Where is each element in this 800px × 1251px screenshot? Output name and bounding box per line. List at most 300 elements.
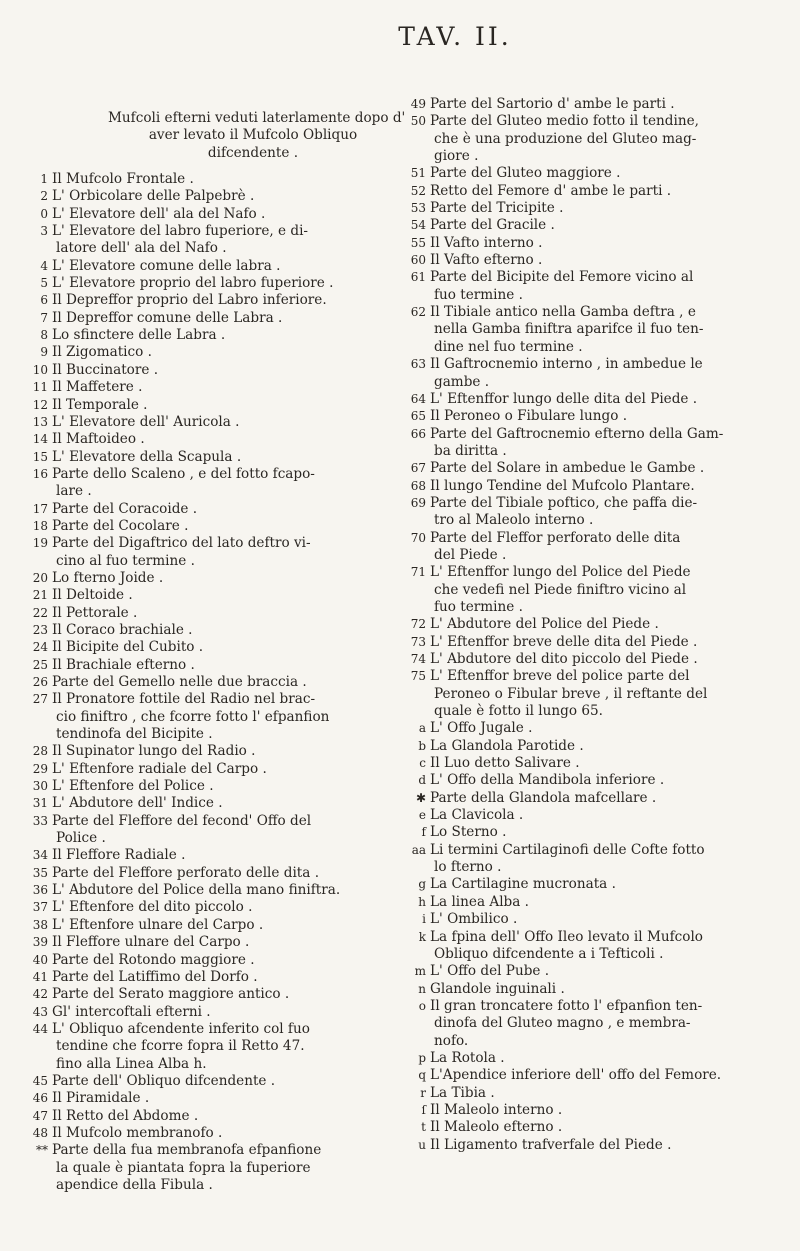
legend-entry-text — [52, 362, 398, 379]
legend-entry-number: 16 — [32, 466, 48, 481]
legend-entry-line: Peroneo o Fibular breve , il reftante del — [434, 685, 708, 702]
legend-entry-line: L' Eftenfore radiale del Carpo . — [52, 760, 267, 777]
legend-entry-number: 42 — [32, 987, 48, 1002]
legend-entry-line: Li termini Cartilaginofi delle Cofte fotto — [430, 841, 705, 858]
legend-entry-number: 22 — [32, 605, 48, 620]
legend-entry-line: Parte del Tibiale poftico, che paffa die- — [430, 494, 698, 511]
legend-entry-number: 43 — [32, 1004, 48, 1019]
legend-entry-line: Il Pettorale . — [52, 604, 138, 621]
legend-entry-number: 63 — [410, 357, 426, 372]
legend-entry-number: 19 — [32, 536, 48, 551]
legend-entry — [406, 790, 786, 807]
legend-entry-line: Il Luo detto Salivare . — [430, 755, 580, 772]
legend-entry-line: Il Temporale . — [52, 396, 148, 413]
legend-entry-number: 37 — [32, 900, 48, 915]
legend-entry-line: Il Bicipite del Cubito . — [52, 639, 204, 656]
legend-entry-number: b — [418, 738, 426, 753]
legend-entry-line: lo fterno . — [434, 859, 502, 876]
legend-entry-number: 31 — [32, 796, 48, 811]
legend-entry-number: 23 — [32, 622, 48, 637]
legend-entry — [28, 917, 398, 934]
legend-entry-number: 40 — [32, 952, 48, 967]
legend-entry-text — [52, 1090, 398, 1107]
legend-entry-line: Parte della fua membranofa efpanfione — [52, 1142, 322, 1159]
legend-entry — [406, 1137, 786, 1154]
legend-entry-number: a — [418, 721, 426, 736]
legend-entry-number: i — [422, 912, 426, 927]
legend-entry-line: Parte del Rotondo maggiore . — [52, 951, 255, 968]
legend-entry-number: 65 — [410, 409, 426, 424]
legend-entry-number: 44 — [32, 1021, 48, 1036]
legend-entry-number: 67 — [410, 461, 426, 476]
legend-entry-number: 20 — [32, 570, 48, 585]
legend-entry-line: fuo termine . — [434, 286, 523, 303]
legend-entry-text — [430, 269, 786, 304]
legend-entry-text — [430, 634, 786, 651]
legend-entry-number: 1 — [40, 172, 48, 187]
legend-entry — [28, 188, 398, 205]
legend-entry — [406, 113, 786, 165]
legend-entry-number: o — [418, 998, 426, 1013]
legend-entry-number: 21 — [32, 588, 48, 603]
legend-entry-number: 73 — [410, 634, 426, 649]
legend-entry-line: che è una produzione del Gluteo mag- — [434, 130, 697, 147]
legend-entry — [28, 466, 398, 501]
legend-entry-number: 74 — [410, 652, 426, 666]
legend-entry-line: L' Eftenfore del dito piccolo . — [52, 899, 253, 916]
legend-entry-line: Parte del Sartorio d' ambe le parti . — [430, 96, 675, 112]
legend-entry — [406, 1102, 786, 1119]
legend-entry-number: g — [418, 877, 426, 892]
legend-entry-text — [52, 899, 398, 916]
legend-entry-text — [52, 674, 398, 691]
legend-entry-line: L' Eftenfore del Police . — [52, 778, 214, 795]
legend-entry-line: quale è fotto il lungo 65. — [434, 703, 603, 720]
legend-entry — [406, 807, 786, 824]
legend-entry-text — [52, 1021, 398, 1073]
legend-entry-number: 29 — [32, 761, 48, 776]
legend-entry-line: Il Maleolo efterno . — [430, 1119, 563, 1136]
legend-entry-number: m — [414, 964, 426, 979]
legend-entry-text — [430, 183, 786, 200]
legend-entry — [406, 668, 786, 720]
legend-entry-text — [52, 275, 398, 292]
legend-entry-number: q — [418, 1068, 426, 1083]
legend-entry — [28, 292, 398, 309]
legend-entry — [28, 934, 398, 951]
legend-entry-line: Parte del Serato maggiore antico . — [52, 986, 290, 1003]
legend-entry-text — [52, 605, 398, 622]
legend-entry-line: gambe . — [434, 373, 490, 390]
legend-entry — [406, 981, 786, 998]
legend-entry-line: Il Vafto interno . — [430, 234, 543, 251]
legend-entry-line: Il Maftoideo . — [52, 431, 145, 448]
legend-entry-number: 39 — [32, 935, 48, 950]
legend-entry-text — [430, 651, 786, 668]
legend-entry-number: 54 — [410, 218, 426, 233]
legend-entry-line: Parte del Gaftrocnemio efterno della Gam- — [430, 425, 724, 442]
legend-intro — [28, 110, 406, 162]
legend-entry-number: 9 — [40, 345, 48, 360]
legend-entry-text — [430, 235, 786, 252]
legend-entry-text — [430, 894, 786, 911]
legend-entry-number: 33 — [32, 813, 48, 828]
legend-entry-number: d — [418, 773, 426, 788]
legend-entry-line: Lo sfinctere delle Labra . — [52, 327, 226, 344]
legend-entry-number: 14 — [32, 432, 48, 447]
legend-entry-number: 64 — [410, 391, 426, 406]
legend-entry-line: Il lungo Tendine del Mufcolo Plantare. — [430, 477, 695, 494]
legend-entry — [406, 963, 786, 980]
legend-entry — [406, 824, 786, 841]
legend-entry-line: Il Piramidale . — [52, 1090, 150, 1107]
legend-entry-line: tro al Maleolo interno . — [434, 512, 594, 529]
legend-entry-line: del Piede . — [434, 546, 507, 563]
legend-entry — [406, 495, 786, 530]
legend-entry-line: Il Pronatore fottile del Radio nel brac- — [52, 691, 316, 708]
legend-entry — [28, 657, 398, 674]
legend-entry-line: Il Brachiale efterno . — [52, 656, 195, 673]
legend-entry-text — [430, 564, 786, 616]
legend-entry-text — [430, 304, 786, 356]
legend-entry-line: la quale è piantata fopra la fuperiore — [56, 1159, 311, 1176]
legend-entry-text — [52, 292, 398, 309]
legend-entry-text — [52, 171, 398, 188]
legend-entry — [28, 397, 398, 414]
legend-entry-text — [430, 478, 786, 495]
legend-entry-text — [430, 1085, 786, 1102]
legend-entry-text — [430, 998, 786, 1050]
legend-entry-line: Il Fleffore Radiale . — [52, 847, 186, 864]
legend-entry — [406, 929, 786, 964]
legend-entry-text — [52, 813, 398, 848]
legend-entry-text — [52, 847, 398, 864]
legend-entry-line: La Cartilagine mucronata . — [430, 876, 616, 893]
legend-entry-number: 7 — [40, 310, 48, 325]
legend-entry-text — [52, 587, 398, 604]
legend-entry — [28, 1090, 398, 1107]
legend-entry — [406, 876, 786, 893]
legend-entry-text — [52, 535, 398, 570]
legend-entry-line: Police . — [56, 830, 106, 847]
legend-entry-text — [52, 882, 398, 899]
legend-entry-number: u — [418, 1137, 426, 1152]
legend-entry-line: L' Elevatore proprio del labro fuperiore . — [52, 275, 334, 292]
legend-entry-number: f — [421, 825, 426, 840]
legend-entry-number: 11 — [32, 380, 48, 395]
legend-entry-text — [52, 1142, 398, 1194]
legend-entry-line: nella Gamba finiftra aparifce il fuo ten- — [434, 321, 704, 338]
legend-entry-number: 50 — [410, 114, 426, 129]
legend-entry-text — [430, 495, 786, 530]
legend-entry-line: Parte del Gracile . — [430, 217, 555, 234]
legend-entry-line: Il Maleolo interno . — [430, 1101, 563, 1118]
legend-entry-line: L' Obliquo afcendente inferito col fuo — [52, 1020, 310, 1037]
legend-entry-text — [52, 570, 398, 587]
legend-entry-text — [430, 929, 786, 964]
legend-column-right — [406, 96, 786, 1154]
legend-entry-number: 60 — [410, 253, 426, 268]
legend-entry — [28, 535, 398, 570]
legend-entry-line: La Clavicola . — [430, 807, 524, 824]
legend-entry-number: 30 — [32, 779, 48, 794]
legend-entry-number: 10 — [32, 362, 48, 377]
legend-entry — [406, 1050, 786, 1067]
legend-entry-text — [52, 639, 398, 656]
legend-entry-line: La fpina dell' Offo Ileo levato il Mufcolo — [430, 928, 703, 945]
legend-entry-line: Parte del Tricipite . — [430, 200, 564, 217]
legend-entry — [28, 379, 398, 396]
legend-entry — [28, 639, 398, 656]
legend-entry — [406, 1067, 786, 1084]
legend-entry-line: fino alla Linea Alba h. — [56, 1055, 207, 1072]
legend-entry-line: Il Supinator lungo del Radio . — [52, 743, 256, 760]
legend-entry — [406, 252, 786, 269]
legend-entry-text — [430, 1050, 786, 1067]
legend-entry-text — [52, 449, 398, 466]
legend-entry-number: 18 — [32, 518, 48, 533]
legend-entry-line: Parte del Fleffore del fecond' Offo del — [52, 812, 312, 829]
legend-entry — [28, 743, 398, 760]
legend-entry — [28, 414, 398, 431]
legend-entry — [28, 344, 398, 361]
legend-entry-line: L' Abdutore del Police della mano finiftra. — [52, 882, 341, 899]
legend-entry-text — [52, 188, 398, 205]
legend-entry-number: 12 — [32, 397, 48, 412]
legend-entry — [28, 778, 398, 795]
legend-entry — [28, 865, 398, 882]
legend-entry-text — [430, 790, 786, 807]
legend-entry-number: t — [421, 1120, 426, 1135]
legend-entry-number: 34 — [32, 848, 48, 863]
legend-entry — [406, 894, 786, 911]
legend-entry-number: 41 — [32, 969, 48, 984]
legend-entry-line: Parte del Gluteo medio fotto il tendine, — [430, 113, 699, 130]
legend-entry-text — [52, 657, 398, 674]
legend-entry — [406, 304, 786, 356]
legend-entry — [28, 431, 398, 448]
legend-list-left — [28, 171, 398, 1194]
legend-entry-text — [430, 772, 786, 789]
legend-entry — [406, 478, 786, 495]
legend-entry — [28, 1142, 398, 1194]
legend-entry-line: Il gran troncatere fotto l' efpanfion ten- — [430, 997, 703, 1014]
legend-entry-text — [430, 911, 786, 928]
legend-entry — [28, 674, 398, 691]
legend-entry-number: h — [418, 894, 426, 909]
legend-entry-line: Il Mufcolo Frontale . — [52, 171, 194, 188]
legend-entry — [406, 460, 786, 477]
legend-entry-number: 17 — [32, 501, 48, 516]
legend-entry-text — [430, 252, 786, 269]
legend-entry — [406, 1085, 786, 1102]
legend-entry-text — [430, 165, 786, 182]
legend-entry-number: 47 — [32, 1108, 48, 1123]
legend-entry-text — [430, 981, 786, 998]
legend-entry-text — [430, 1102, 786, 1119]
legend-entry — [28, 223, 398, 258]
legend-entry-line: latore dell' ala del Nafo . — [56, 240, 227, 257]
legend-intro-line: aver levato il Mufcolo Obliquo — [148, 127, 358, 144]
legend-entry-line: lare . — [56, 483, 92, 500]
legend-entry — [28, 691, 398, 743]
legend-entry-line: L' Eftenffor lungo delle dita del Piede . — [430, 390, 698, 407]
legend-entry-number: 66 — [410, 426, 426, 441]
legend-entry-line: Il Mufcolo membranofo . — [52, 1124, 223, 1141]
legend-entry-number: 53 — [410, 201, 426, 216]
legend-entry-number: 25 — [32, 657, 48, 672]
legend-entry-number: 13 — [32, 414, 48, 429]
legend-entry-line: Parte del Gemello nelle due braccia . — [52, 674, 307, 690]
legend-entry — [28, 847, 398, 864]
legend-entry-number: c — [419, 756, 426, 771]
legend-entry-line: La Glandola Parotide . — [430, 737, 584, 754]
legend-entry-line: Il Buccinatore . — [52, 361, 159, 378]
legend-entry — [406, 391, 786, 408]
legend-entry-text — [430, 1119, 786, 1136]
legend-entry-text — [52, 1108, 398, 1125]
legend-entry — [406, 96, 786, 113]
legend-entry-text — [52, 1004, 398, 1021]
legend-entry-line: Parte del Digaftrico del lato deftro vi- — [52, 535, 311, 552]
legend-entry-line: Parte del Fleffor perforato delle dita — [430, 529, 681, 546]
legend-entry — [28, 882, 398, 899]
plate-title: TAV. II. — [398, 22, 512, 51]
legend-entry-number: 35 — [32, 865, 48, 880]
legend-entry-number: 28 — [32, 744, 48, 759]
legend-entry-line: giore . — [434, 148, 479, 165]
legend-entry-text — [430, 96, 786, 113]
legend-entry-line: L' Ombilico . — [430, 911, 518, 928]
legend-entry-number: e — [418, 808, 426, 823]
legend-entry-line: ba diritta . — [434, 442, 507, 459]
legend-entry-line: Il Depreffor comune delle Labra . — [52, 309, 283, 326]
legend-entry — [28, 1073, 398, 1090]
legend-entry-text — [52, 622, 398, 639]
legend-entry-line: Lo fterno Joide . — [52, 569, 164, 586]
legend-entry-line: Retto del Femore d' ambe le parti . — [430, 182, 672, 199]
legend-entry-number: k — [418, 929, 426, 944]
legend-entry — [406, 911, 786, 928]
legend-entry-text — [430, 530, 786, 565]
legend-entry — [28, 969, 398, 986]
legend-entry-number: 5 — [40, 276, 48, 291]
legend-entry — [406, 1119, 786, 1136]
legend-entry — [406, 651, 786, 668]
legend-entry — [28, 171, 398, 188]
legend-entry-text — [430, 200, 786, 217]
legend-entry — [28, 327, 398, 344]
legend-entry — [28, 813, 398, 848]
legend-entry-line: Parte del Cocolare . — [52, 517, 189, 534]
legend-entry-text — [52, 466, 398, 501]
legend-entry-number: 45 — [32, 1073, 48, 1088]
legend-entry — [406, 200, 786, 217]
legend-list-right — [406, 96, 786, 1154]
legend-entry-number: ** — [36, 1143, 48, 1158]
legend-entry-number: r — [420, 1085, 426, 1100]
legend-entry-line: Gl' intercoftali efterni . — [52, 1003, 211, 1020]
legend-entry-line: L' Offo Jugale . — [430, 720, 533, 737]
legend-entry — [406, 842, 786, 877]
legend-entry-text — [430, 460, 786, 477]
legend-entry-line: La linea Alba . — [430, 893, 529, 910]
legend-entry — [28, 899, 398, 916]
legend-intro-line: difcendente . — [207, 144, 299, 161]
legend-entry-text — [52, 917, 398, 934]
legend-entry — [28, 570, 398, 587]
legend-entry-text — [52, 1073, 398, 1090]
legend-entry-line: Parte del Bicipite del Femore vicino al — [430, 269, 694, 286]
legend-entry-text — [52, 952, 398, 969]
legend-entry — [28, 952, 398, 969]
legend-entry-line: Il Retto del Abdome . — [52, 1107, 199, 1124]
legend-entry-text — [52, 934, 398, 951]
legend-entry — [28, 310, 398, 327]
legend-entry-line: tendine che fcorre fopra il Retto 47. — [56, 1038, 305, 1055]
legend-entry-text — [430, 842, 786, 877]
legend-entry-line: L' Elevatore del labro fuperiore, e di- — [52, 223, 309, 240]
legend-entry — [28, 761, 398, 778]
legend-entry — [406, 616, 786, 633]
legend-column-left — [28, 110, 406, 1194]
legend-entry-number: p — [418, 1050, 426, 1065]
legend-entry-text — [52, 414, 398, 431]
legend-entry-line: dinofa del Gluteo magno , e membra- — [434, 1015, 691, 1032]
legend-entry-line: Il Ligamento trafverfale del Piede . — [430, 1136, 672, 1153]
legend-entry-line: L' Eftenffor breve del police parte del — [430, 668, 690, 685]
legend-entry-text — [52, 795, 398, 812]
legend-entry — [28, 362, 398, 379]
legend-entry-number: 46 — [32, 1091, 48, 1106]
legend-entry-text — [430, 963, 786, 980]
legend-entry — [28, 1108, 398, 1125]
legend-entry-line: L' Orbicolare delle Palpebrè . — [52, 188, 255, 205]
legend-entry-number: 4 — [40, 258, 48, 273]
legend-entry-line: Parte del Latiffimo del Dorfo . — [52, 968, 258, 985]
legend-entry-text — [52, 397, 398, 414]
legend-entry-number: 49 — [410, 97, 426, 111]
legend-entry-text — [430, 738, 786, 755]
legend-entry — [28, 605, 398, 622]
legend-entry-line: L' Eftenffor breve delle dita del Piede . — [430, 633, 698, 650]
legend-entry-line: Parte della Glandola mafcellare . — [430, 789, 657, 806]
legend-entry-number: n — [418, 981, 426, 996]
legend-entry-text — [430, 876, 786, 893]
legend-entry-line: Obliquo difcendente a i Tefticoli . — [434, 945, 664, 962]
legend-entry-number: 24 — [32, 640, 48, 655]
legend-entry-line: tendinofa del Bicipite . — [56, 726, 213, 743]
legend-entry — [28, 275, 398, 292]
legend-entry — [28, 986, 398, 1003]
legend-entry-line: L' Eftenfore ulnare del Carpo . — [52, 916, 264, 933]
legend-entry-text — [52, 223, 398, 258]
legend-entry-line: Il Maffetere . — [52, 379, 143, 396]
legend-entry-number: 55 — [410, 235, 426, 250]
legend-entry — [28, 1125, 398, 1142]
legend-entry-text — [52, 258, 398, 275]
legend-entry-line: Il Vafto efterno . — [430, 252, 543, 269]
legend-entry — [406, 408, 786, 425]
legend-entry-line: La Rotola . — [430, 1049, 505, 1066]
legend-entry-line: L' Offo del Pube . — [430, 963, 550, 980]
legend-entry — [406, 738, 786, 755]
legend-entry-number: 52 — [410, 183, 426, 198]
legend-entry — [28, 795, 398, 812]
legend-entry-line: Glandole inguinali . — [430, 980, 565, 997]
legend-entry — [28, 1004, 398, 1021]
legend-entry-text — [52, 986, 398, 1003]
